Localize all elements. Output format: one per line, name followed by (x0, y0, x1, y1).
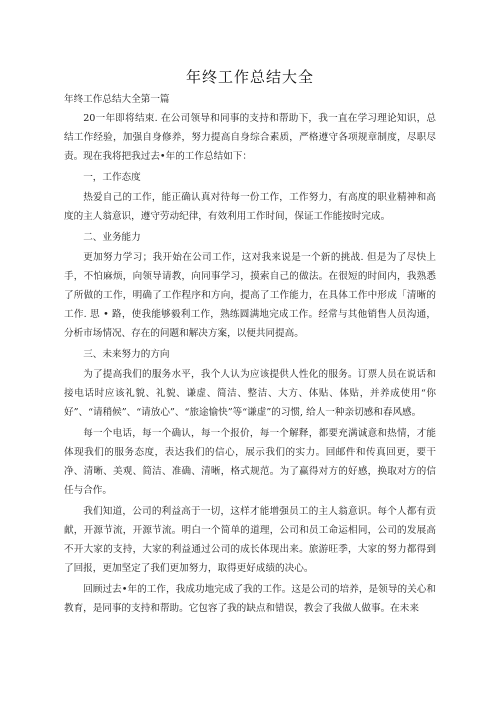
section-heading-future: 三、未来努力的方向 (83, 349, 170, 360)
section-heading-attitude: 一，工作态度 (83, 172, 141, 183)
document-body (64, 90, 436, 620)
section-body-future-2: 每一个电话，每一个确认，每一个报价，每一个解释，都要充满诚意和热情，才能体现我们的服务态度，表达我们的信心，展示我们的实力。回邮件和传真回更，要干净、清晰、美观、简洁、准确、清晰，格式规范。为了赢得对方的好感，换取对方的信任与合作。 (64, 428, 436, 496)
section-body-future-4: 回顾过去•年的工作，我成功地完成了我的工作。这是公司的培养，是领导的关心和教育，是同事的支持和帮助。它包容了我的缺点和错误，教会了我做人做事。在未来 (64, 584, 436, 614)
document-subtitle: 年终工作总结大全第一篇 (64, 94, 170, 105)
section-body-future-3: 我们知道，公司的利益高于一切，这样才能增强员工的主人翁意识。每个人都有贡献，开源节流，开源节流。明白一个简单的道理，公司和员工命运相同，公司的发展高不开大家的支持，大家的利益通过公司的成长体现出来。旅游旺季，大家的努力都得到了回报，更加坚定了我们更加努力，取得更好成绩的决心。 (64, 506, 436, 574)
section-body-attitude: 热爱自己的工作，能正确认真对待每一份工作，工作努力，有高度的职业精神和高度的主人翁意识，遵守劳动纪律，有效利用工作时间，保证工作能按时完成。 (64, 192, 436, 222)
document-title: 年终工作总结大全 (185, 68, 314, 86)
section-heading-ability: 二、业务能力 (83, 232, 141, 243)
section-body-future-1: 为了提高我们的服务水平，我个人认为应该提供人性化的服务。订票人员在说话和接电话时应该礼貌、礼貌、谦虚、简洁、整洁、大方、体贴、体贴，并养成使用“你好”、“请稍候”、“请放心”、“旅途愉快”等“谦虚”的习惯, 给人一种亲切感和春风感。 (64, 369, 436, 418)
intro-paragraph: 20一年即将结束. 在公司领导和同事的支持和帮助下，我一直在学习理论知识，总结工作经验，加强自身修养，努力提高自身综合素质，严格遵守各项规章制度，尽职尽责。现在我将把我过去•年的工作总结如下： (64, 113, 436, 162)
section-body-ability: 更加努力学习；我开始在公司工作，这对我来说是一个新的挑战. 但是为了尽快上手，不怕麻烦，向领导请教，向同事学习，摸索自己的做法。在很短的时间内，我熟悉了所做的工作，明确了工作程序和方向，提高了工作能力，在具体工作中形成「清晰的工作. 思 • 路，使我能够毅利工作，熟练圆满地完成工作。经常与其他销售人员沟通，分析市场情况、存在的问题和解决方案，以便共同提高。 (64, 252, 436, 339)
